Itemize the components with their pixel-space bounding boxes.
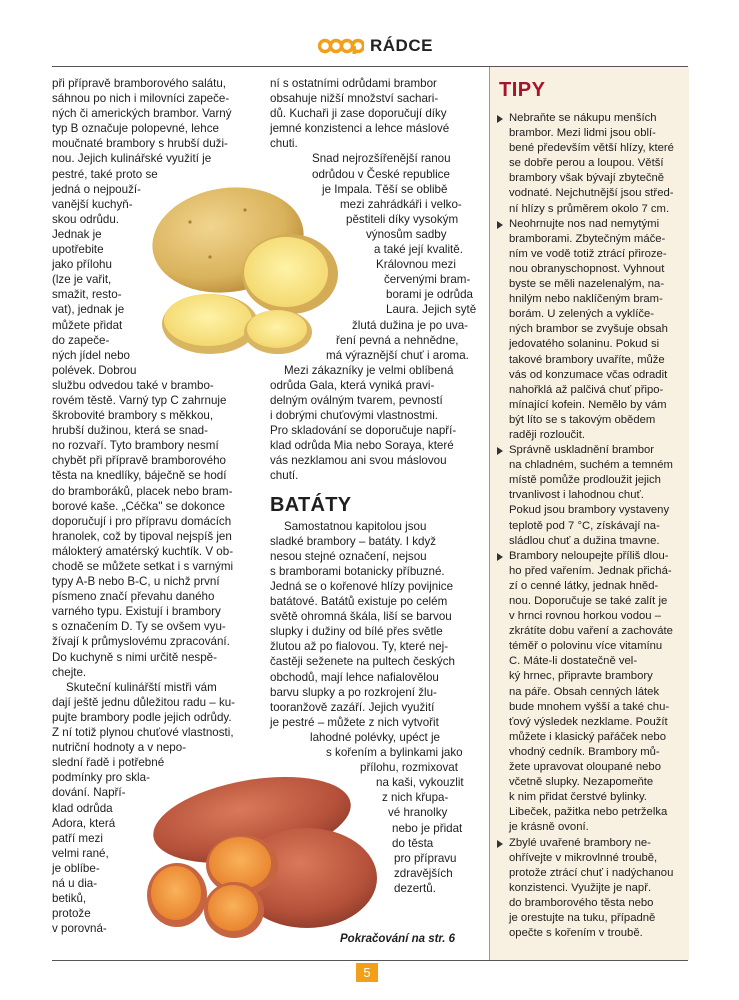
tip-line: Libeček, pažitka nebo petrželka <box>509 806 668 819</box>
text-line: Adora, která <box>52 816 116 830</box>
tip-line: ním ve vodě totiž ztrácí přiroze- <box>509 247 667 260</box>
text-line: chybět při přípravě bramborového <box>52 454 226 468</box>
tip-line: teplotě pod 7 °C, získávají na- <box>509 519 660 532</box>
text-line: nutriční hodnoty a v nepo- <box>52 741 187 755</box>
text-line: jako přílohu <box>52 258 112 272</box>
tip-line: vhodný cedník. Brambory mů- <box>509 745 660 758</box>
tip-line: Nebraňte se nákupu menších <box>509 112 657 124</box>
tip-line: vodnaté. Nejchutnější jsou střed- <box>509 187 674 200</box>
text-line: upotřebite <box>52 243 104 257</box>
tip-line: můžete i klasický pařáček nebo <box>509 730 666 743</box>
text-line: vé hranolky <box>388 806 448 820</box>
tips-list <box>497 111 687 941</box>
tip-line: protože ztrácí chuť i nadýchanou <box>509 866 674 879</box>
text-line: ná u dia- <box>52 876 98 890</box>
text-line: ní s ostatními odrůdami brambor <box>270 77 437 90</box>
tip-line: nahořklá až palčivá chuť připo- <box>509 383 664 396</box>
text-line: no rozvaří. Tyto brambory nesmí <box>52 439 219 453</box>
text-line: tooranžově zazáří. Jejich využití <box>270 700 435 714</box>
text-line: pěstiteli díky vysokým <box>346 212 459 226</box>
tip-item <box>497 217 687 443</box>
tip-line: nou obranyschopnost. Vyhnout <box>509 262 665 275</box>
text-line: klad odrůda <box>52 801 113 815</box>
bottom-divider <box>52 960 688 961</box>
tip-line: brambory však bývají zbytečně <box>509 172 665 185</box>
text-line: je pestré – můžete z nich vytvořit <box>270 715 439 729</box>
text-line: borami je odrůda <box>386 288 474 302</box>
tip-item <box>497 111 687 217</box>
text-line: typy A-B nebo B-C, u nichž první <box>52 575 220 589</box>
tip-item <box>497 443 687 549</box>
tip-line: se dobře perou a loupou. Větší <box>509 157 664 170</box>
text-line: typ B označuje polopevné, lehce <box>52 122 219 136</box>
text-line: delným oválným tvarem, pevností <box>270 393 443 407</box>
text-line: Pro skladování se doporučuje napří- <box>270 424 457 438</box>
page-header <box>0 30 739 60</box>
text-line: velmi rané, <box>52 846 109 860</box>
text-line: skou odrůdu. <box>52 212 120 226</box>
text-line: ření pevná a nehnědne, <box>336 333 459 347</box>
tip-line: v hrnci rovnou horkou vodou – <box>509 610 661 623</box>
tip-line: takové brambory uvaříte, může <box>509 353 665 366</box>
text-line: dají ještě jednu důležitou radu – ku- <box>52 695 236 709</box>
text-line: červenými bram- <box>384 273 471 287</box>
tip-line: bené především větší hlízy, které <box>509 142 674 155</box>
tip-line: bramborami. Zbytečným máče- <box>509 232 666 245</box>
tip-line: ký hrnec, připravte brambory <box>509 670 653 683</box>
text-line: barvu slupky a po rozkrojení žlu- <box>270 685 437 699</box>
tip-line: na chladném, suchém a temném <box>509 459 673 472</box>
tip-line: je krásně ovoní. <box>509 821 589 834</box>
tip-line: bude mnohem vyšší a také chu- <box>509 700 670 713</box>
text-line: protože <box>52 907 91 921</box>
tips-sidebar <box>489 67 689 960</box>
text-line: jemné konzistenci a lehce máslové <box>270 122 450 136</box>
text-line: chodě se můžete setkat i s varnými <box>52 560 234 573</box>
col2-paragraph-b <box>270 151 477 362</box>
text-line: má výraznější chuť i aroma. <box>326 348 469 362</box>
text-line: Samostatnou kapitolou jsou <box>284 519 427 533</box>
text-line: pujte brambory podle jejich odrůdy. <box>52 710 232 724</box>
text-line: doporučují i pro přípravu domácích <box>52 514 232 528</box>
text-line: Jedná se o kořenové hlízy povijnice <box>270 580 454 593</box>
tip-line: ho před vařením. Jednak přichá- <box>509 564 672 577</box>
text-line: slední řadě i potřebné <box>52 756 165 770</box>
tip-line: Správně uskladnění brambor <box>509 444 655 457</box>
tip-line: raději rozloučit. <box>509 428 585 441</box>
text-line: můžete přidat <box>52 318 123 332</box>
tip-line: nou. Doporučuje se také zalít je <box>509 595 668 607</box>
text-line: Jednak je <box>52 227 102 241</box>
tip-line: opečte s kořením v troubě. <box>509 927 643 940</box>
text-line: dezertů. <box>394 881 436 895</box>
text-line: patří mezi <box>52 831 103 845</box>
text-line: borové kaše. „Céčka" se dokonce <box>52 499 225 513</box>
text-line: žlutou až po fialovou. Ty, které nej- <box>270 640 449 654</box>
tip-line: zkrátíte dobu vaření a zachováte <box>509 625 673 638</box>
text-line: obsahuje nižší množství sachari- <box>270 92 439 106</box>
coop-logo <box>318 36 433 56</box>
text-line: světě ohromná škála, liší se barvou <box>270 610 452 624</box>
text-line: s označením D. Ty se ovšem vyu- <box>52 620 226 634</box>
col1-paragraph-a <box>52 76 248 680</box>
text-line: varného typu. Existují i brambory <box>52 605 221 619</box>
tip-line: žete upravovat oloupané nebo <box>509 761 662 774</box>
text-line: nou. Jejich kulinářské využití je <box>52 152 212 166</box>
tip-line: jedovatého solaninu. Pokud si <box>509 338 660 351</box>
text-line: dů. Kuchaři ji zase doporučují díky <box>270 107 447 121</box>
tip-line: k nim přidat čerstvé bylinky. <box>509 791 647 804</box>
page-number: 5 <box>356 963 378 982</box>
tip-line: na páře. Obsah cenných látek <box>509 685 660 698</box>
tips-title: TIPY <box>499 79 546 101</box>
text-line: dování. Napří- <box>52 786 126 800</box>
text-line: a také její kvalitě. <box>374 243 463 257</box>
text-line: odrůdou v České republice <box>312 167 450 181</box>
tip-line: sládlou chuť a dužina tmavne. <box>509 534 660 547</box>
text-line: je oblíbe- <box>52 861 100 875</box>
text-line: vás nezklamou ani svou máslovou <box>270 454 447 468</box>
text-line: pro přípravu <box>394 851 457 865</box>
text-line: moučnaté brambory s hrubší duži- <box>52 137 228 151</box>
text-line: ných jídel nebo <box>52 348 130 362</box>
text-line: polévek. Dobrou <box>52 363 137 377</box>
text-line: zdravějších <box>394 866 453 880</box>
tip-line: byste se měli nazelenalým, na- <box>509 278 665 291</box>
tip-line: do bramborového těsta nebo <box>509 896 654 909</box>
text-line: z nich křupa- <box>382 791 449 805</box>
text-line: na kaši, vykouzlit <box>376 776 464 790</box>
tip-item <box>497 549 687 836</box>
text-line: obchodů, mají lehce nafialovělou <box>270 670 439 684</box>
text-line: mezi zahrádkáři i velko- <box>340 197 462 211</box>
continued-note: Pokračování na str. 6 <box>340 933 456 945</box>
text-line: batátové. Batátů existuje po celém <box>270 595 448 609</box>
text-line: ných či amerických brambor. Varný <box>52 107 232 121</box>
text-line: do těsta <box>392 836 434 850</box>
text-line: s bramborami botanicky příbuzné. <box>270 564 445 578</box>
text-line: při přípravě bramborového salátu, <box>52 77 226 90</box>
text-line: škrobovité brambory s měkkou, <box>52 409 214 423</box>
sweet-potato-image <box>142 770 378 945</box>
text-line: hranolek, což by tipoval nejspíš jen <box>52 529 232 543</box>
tip-line: trvanlivost i lahodnou chuť. <box>509 489 644 502</box>
text-line: odrůda Gala, která vyniká pravi- <box>270 378 435 392</box>
col2-paragraph-a <box>270 76 470 151</box>
col2-paragraph-c <box>270 363 470 484</box>
text-line: častěji seženete na pultech českých <box>270 655 455 669</box>
text-line: vanější kuchyň- <box>52 197 133 211</box>
tip-item <box>497 836 687 942</box>
text-line: do bramboráků, placek nebo bram- <box>52 484 233 498</box>
tip-line: brambor. Mezi lidmi jsou oblí- <box>509 127 656 140</box>
text-line: málokterý amatérský kuchtík. V ob- <box>52 544 234 558</box>
text-line: v porovná- <box>52 922 107 936</box>
text-line: sladké brambory – batáty. I když <box>270 534 437 548</box>
text-line: Skuteční kulinářští mistři vám <box>66 680 217 694</box>
tip-line: mínající kofein. Nemělo by vám <box>509 398 667 411</box>
text-line: Laura. Jejich sytě <box>386 303 477 317</box>
tip-line: ohřívejte v mikrovlnné troubě, <box>509 851 658 864</box>
section-title: RÁDCE <box>370 36 433 55</box>
tip-line: včetně slupky. Nezapomeňte <box>509 776 654 789</box>
text-line: pestré, také proto se <box>52 167 158 181</box>
tip-line: vás od konzumace včas odradit <box>509 368 668 381</box>
tip-line: být líto se s takovým obědem <box>509 413 656 426</box>
text-line: nesou stejné označení, nejsou <box>270 549 427 563</box>
tip-line: téměř o polovinu více vitamínu <box>509 640 663 653</box>
text-line: Z ní totiž plynou chuťové vlastnosti, <box>52 726 234 740</box>
text-line: žívají k průmyslovému zpracování. <box>52 635 230 649</box>
text-line: hrubší dužinou, která se snad- <box>52 424 208 438</box>
bullet-triangle-icon <box>497 840 503 848</box>
text-line: Mezi zákazníky je velmi oblíbená <box>284 363 454 377</box>
text-line: žlutá dužina je po uva- <box>352 318 469 332</box>
bullet-triangle-icon <box>497 115 503 123</box>
tip-line: C. Máte-li dostatečně vel- <box>509 655 638 668</box>
coop-logo-mark-icon <box>318 38 364 54</box>
text-line: přílohu, rozmixovat <box>360 761 458 775</box>
text-line: smažit, resto- <box>52 288 122 302</box>
batat-heading: BATÁTY <box>270 493 352 516</box>
text-line: s kořením a bylinkami jako <box>326 746 463 760</box>
bullet-triangle-icon <box>497 221 503 229</box>
text-line: nebo je přidat <box>392 821 463 835</box>
text-line: podmínky pro skla- <box>52 771 150 785</box>
text-line: sáhnou po nich i milovníci zapeče- <box>52 92 230 106</box>
tip-line: Brambory neloupejte příliš dlou- <box>509 549 669 562</box>
text-line: výnosům sadby <box>366 227 447 241</box>
text-line: vat), jednak je <box>52 303 125 317</box>
text-line: (lze je vařit, <box>52 273 112 287</box>
tip-line: konzistenci. Využijte je např. <box>509 881 652 894</box>
text-line: jedná o nejpouží- <box>52 182 141 196</box>
tip-line: Neohrnujte nos nad nemytými <box>509 217 660 230</box>
tip-line: Zbylé uvařené brambory ne- <box>509 836 651 849</box>
tip-line: místě pomůže prodloužit jejich <box>509 474 661 487</box>
text-line: chejte. <box>52 665 87 679</box>
text-line: Královnou mezi <box>376 258 456 272</box>
tip-line: ťový výsledek nezklame. Použít <box>509 715 668 728</box>
text-line: rovém těstě. Varný typ C zahrnuje <box>52 393 227 407</box>
text-line: je Impala. Těší se oblibě <box>322 182 448 196</box>
text-line: slupky i dužiny od bílé přes světle <box>270 625 443 639</box>
text-line: Do kuchyně s nimi určitě nespě- <box>52 650 217 664</box>
text-line: do zapeče- <box>52 333 110 347</box>
text-line: i dobrými chuťovými vlastnostmi. <box>270 409 438 423</box>
text-line: lahodné polévky, upéct je <box>310 730 440 744</box>
tip-line: zí o cenné látky, jednak hněd- <box>509 579 659 592</box>
tip-line: hnilým nebo naklíčeným bram- <box>509 293 663 306</box>
text-line: chutí. <box>270 469 299 483</box>
text-line: službu odvedou také v brambo- <box>52 378 214 392</box>
tip-line: borám. U zelených a vyklíče- <box>509 308 655 321</box>
tip-line: Pokud jsou brambory vystaveny <box>509 504 670 517</box>
text-line: písmeno značí převahu daného <box>52 590 215 604</box>
text-line: betiků, <box>52 892 87 906</box>
tip-line: ných brambor se zvyšuje obsah <box>509 323 668 336</box>
bullet-triangle-icon <box>497 553 503 561</box>
text-line: Snad nejrozšířenější ranou <box>312 152 451 166</box>
text-line: těsta na knedlíky, báječně se hodí <box>52 469 227 483</box>
text-line: chuti. <box>270 137 298 151</box>
tip-line: je orestujte na tuku, případně <box>509 911 656 924</box>
tip-line: ní hlízy s průměrem okolo 7 cm. <box>509 202 670 215</box>
bullet-triangle-icon <box>497 447 503 455</box>
text-line: klad odrůda Mia nebo Soraya, které <box>270 439 454 453</box>
